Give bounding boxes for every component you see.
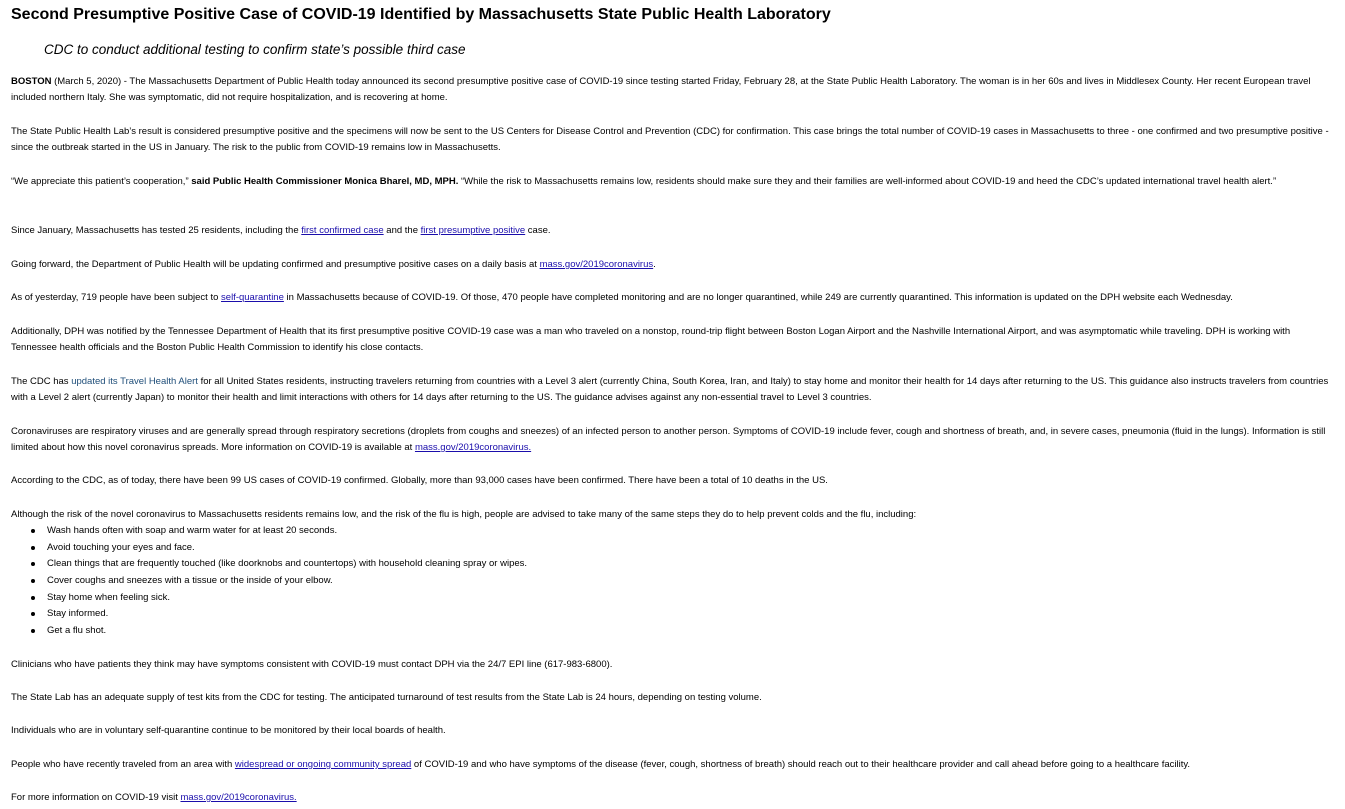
paragraph-prevention-intro: Although the risk of the novel coronavirus to Massachusetts residents remains low, and the risk of the flu is high, people are advised to take many of the same steps they do to help prevent colds and the flu, including: (11, 509, 917, 520)
paragraph-voluntary-quarantine: Individuals who are in voluntary self-quarantine continue to be monitored by their local boards of health. (11, 725, 446, 736)
list-item-text: Clean things that are frequently touched (like doorknobs and countertops) with household cleaning spray or wipes. (47, 558, 528, 570)
paragraph-quote (11, 174, 1329, 190)
list-item (11, 556, 527, 573)
first-confirmed-case-link[interactable]: first confirmed case (301, 225, 384, 236)
paragraph-clinicians: Clinicians who have patients they think may have symptoms consistent with COVID-19 must contact DPH via the 24/7 EPI line (617-983-6800). (11, 659, 613, 670)
quarantine-text-after: in Massachusetts because of COVID-19. Of those, 470 people have completed monitoring and are no longer quarantined, while 249 are currently quarantined. This information is updated on the DPH website each Wednesday. (283, 292, 1233, 303)
paragraph-intro (11, 74, 1329, 106)
paragraph-quarantine (11, 290, 1329, 306)
quote-start: “We appreciate this patient’s cooperation,” (11, 176, 192, 187)
mass-gov-coronavirus-link[interactable]: mass.gov/2019coronavirus (539, 259, 654, 270)
list-item-text: Cover coughs and sneezes with a tissue or the inside of your elbow. (47, 575, 333, 587)
bullet-icon (31, 579, 35, 583)
travel-text-before: The CDC has (11, 376, 72, 387)
page-subtitle: CDC to conduct additional testing to confirm state’s possible third case (44, 42, 466, 57)
paragraph-travel-alert (11, 374, 1329, 406)
community-spread-link[interactable]: widespread or ongoing community spread (234, 759, 412, 770)
list-item (11, 606, 527, 623)
recent-travel-text-before: People who have recently traveled from an area with (11, 759, 235, 770)
list-item-text: Stay informed. (47, 608, 109, 620)
list-item-text: Stay home when feeling sick. (47, 591, 171, 603)
bullet-icon (31, 612, 35, 616)
paragraph-testing (11, 223, 1329, 239)
bullet-icon (31, 529, 35, 533)
paragraph-cdc-stats: According to the CDC, as of today, there have been 99 US cases of COVID-19 confirmed. Globally, more than 93,000 cases have been confirmed. There have been a total of 10 deaths in the US. (11, 475, 828, 486)
updates-text-before: Going forward, the Department of Public Health will be updating confirmed and presumptive positive cases on a daily basis at (11, 259, 540, 270)
paragraph-state-lab: The State Lab has an adequate supply of test kits from the CDC for testing. The anticipated turnaround of test results from the State Lab is 24 hours, depending on testing volume. (11, 692, 762, 703)
paragraph-recent-travel (11, 757, 1329, 773)
list-item (11, 540, 527, 557)
paragraph-coronaviruses (11, 424, 1329, 456)
travel-health-alert-link[interactable]: updated its Travel Health Alert (71, 376, 198, 387)
quote-attribution: said Public Health Commissioner Monica Bharel, MD, MPH. (191, 176, 459, 187)
list-item (11, 590, 527, 607)
bullet-icon (31, 546, 35, 550)
updates-text-after: . (653, 259, 656, 270)
list-item (11, 523, 527, 540)
dateline: BOSTON (11, 76, 52, 87)
prevention-list (11, 523, 527, 640)
testing-text-before: Since January, Massachusetts has tested 25 residents, including the (11, 225, 302, 236)
first-presumptive-positive-link[interactable]: first presumptive positive (420, 225, 526, 236)
bullet-icon (31, 596, 35, 600)
coronaviruses-text: Coronaviruses are respiratory viruses and are generally spread through respiratory secretions (droplets from coughs and sneezes) of an infected person to another person. Symptoms of COVID-19 include fever, cough and shortness of breath, and, in severe cases, pneumonia (fluid in the lungs). Information is still limited about how this novel coronavirus spreads. More information on COVID-19 is available at (11, 426, 1326, 453)
bullet-icon (31, 562, 35, 566)
quote-rest: “While the risk to Massachusetts remains low, residents should make sure they and their families are well-informed about COVID-19 and heed the CDC’s updated international travel health alert.” (458, 176, 1277, 187)
list-item-text: Wash hands often with soap and warm water for at least 20 seconds. (47, 525, 338, 536)
paragraph-tennessee: Additionally, DPH was notified by the Tennessee Department of Health that its first presumptive positive COVID-19 case was a man who traveled on a nonstop, round-trip flight between Boston Logan Airport and the Nashville International Airport, and was asymptomatic while traveling. DPH is working with Tennessee health officials and the Boston Public Health Commission to identify his close contacts. (11, 326, 1291, 353)
paragraph-daily-updates (11, 257, 1329, 273)
more-info-text: For more information on COVID-19 visit (11, 792, 181, 803)
quarantine-text-before: As of yesterday, 719 people have been subject to (11, 292, 222, 303)
list-item (11, 623, 527, 640)
list-item (11, 573, 527, 590)
list-item-text: Get a flu shot. (47, 625, 107, 637)
paragraph-lab-result: The State Public Health Lab’s result is considered presumptive positive and the specimens will now be sent to the US Centers for Disease Control and Prevention (CDC) for confirmation. This case brings the total number of COVID-19 cases in Massachusetts to three - one confirmed and two presumptive positive - since the outbreak started in the US in January. The risk to the public from COVID-19 remains low in Massachusetts. (11, 126, 1329, 153)
mass-gov-coronavirus-link-2[interactable]: mass.gov/2019coronavirus. (414, 442, 532, 453)
recent-travel-text-after: of COVID-19 and who have symptoms of the disease (fever, cough, shortness of breath) should reach out to their healthcare provider and call ahead before going to a healthcare facility. (411, 759, 1191, 770)
self-quarantine-link[interactable]: self-quarantine (221, 292, 284, 303)
testing-text-after: case. (525, 225, 551, 236)
paragraph-more-info (11, 790, 1329, 806)
mass-gov-coronavirus-link-3[interactable]: mass.gov/2019coronavirus. (180, 792, 297, 803)
travel-text-after: for all United States residents, instructing travelers returning from countries with a Level 3 alert (currently China, South Korea, Iran, and Italy) to stay home and monitor their health for 14 days after returning to the US. This guidance also instructs travelers from countries with a Level 2 alert (currently Japan) to monitor their health and limit interactions with others for 14 days after returning to the US. The guidance advises against any non-essential travel to Level 3 countries. (11, 376, 1329, 403)
paragraph-intro-text: (March 5, 2020) - The Massachusetts Department of Public Health today announced its second presumptive positive case of COVID-19 since testing started Friday, February 28, at the State Public Health Laboratory. The woman is in her 60s and lives in Middlesex County. Her recent European travel included northern Italy. She was symptomatic, did not require hospitalization, and is recovering at home. (11, 76, 1311, 103)
bullet-icon (31, 629, 35, 633)
list-item-text: Avoid touching your eyes and face. (47, 541, 195, 553)
page-title: Second Presumptive Positive Case of COVID-19 Identified by Massachusetts State Public Health Laboratory (11, 6, 831, 23)
testing-text-middle: and the (383, 225, 421, 236)
